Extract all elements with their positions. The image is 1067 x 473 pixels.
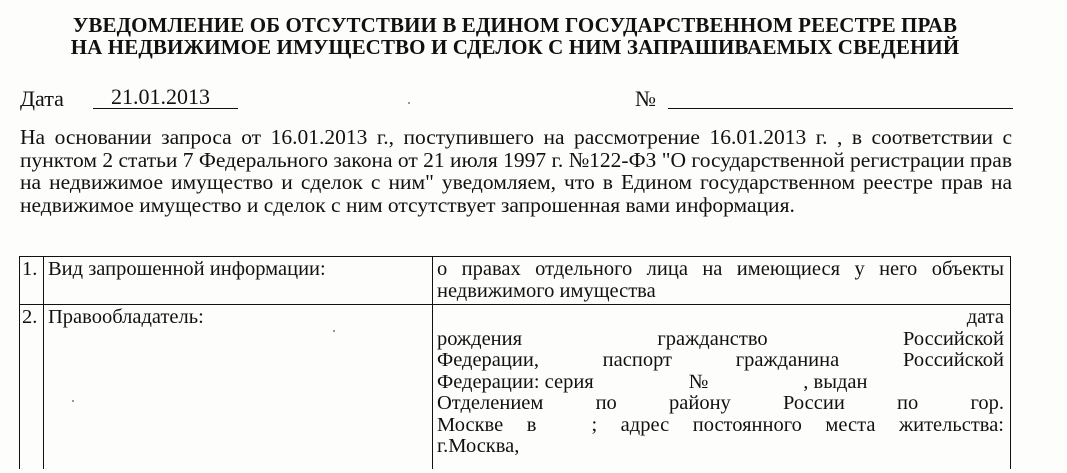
holder-text: Москве в [437,413,537,436]
scan-speck [333,330,335,332]
document-title [0,14,1030,58]
holder-text: России по гор. [783,392,1004,414]
date-number-row [20,86,1015,112]
holder-line [437,329,1004,351]
holder-line: дата [966,306,1004,328]
holder-text: рождения [437,327,523,350]
holder-text: Отделением по району [437,392,731,414]
holder-text: № [688,370,709,393]
holder-text: , выдан [803,370,868,393]
row-number: 2. [20,305,44,470]
holder-line [437,372,1004,394]
holder-line: Федерации, паспорт гражданина Российской [437,349,1004,371]
holder-line: г.Москва, [437,435,520,457]
table-row [20,305,1011,470]
date-value: 21.01.2013 [93,86,238,109]
row-number: 1. [20,257,44,305]
holder-text: ; адрес постоянного места жительства: [591,413,1005,436]
scan-speck [72,400,74,402]
info-table [19,256,1011,469]
holder-text: Федерации: серия [437,370,594,393]
holder-text: гражданство Российской [657,327,1005,350]
holder-line [437,393,1004,415]
row-value [433,305,1011,470]
row-label: Вид запрошенной информации: [44,257,433,305]
scan-speck [408,102,410,104]
holder-line [437,415,1004,437]
document-title-line-2: НА НЕДВИЖИМОЕ ИМУЩЕСТВО И СДЕЛОК С НИМ ЗАПРАШИВАЕМЫХ СВЕДЕНИЙ [70,35,960,59]
row-value: о правах отдельного лица на имеющиеся у него объекты недвижимого имущества [433,257,1011,305]
number-label: № [635,86,656,111]
date-label: Дата [20,86,64,111]
number-value [668,86,1013,109]
row-label: Правообладатель: [44,305,433,470]
table-row [20,257,1011,305]
document-title-line-1: УВЕДОМЛЕНИЕ ОБ ОТСУТСТВИИ В ЕДИНОМ ГОСУДАРСТВЕННОМ РЕЕСТРЕ ПРАВ [72,13,958,37]
intro-paragraph: На основании запроса от 16.01.2013 г., поступившего на рассмотрение 16.01.2013 г. , в соответствии с пунктом 2 статьи 7 Федерального закона от 21 июля 1997 г. №122-ФЗ "О государственной регистрации прав на недвижимое имущество и сделок с ним" уведомляем, что в Едином государственном реестре прав на недвижимое имущество и сделок с ним отсутствует запрошенная вами информация. [20,125,1012,217]
